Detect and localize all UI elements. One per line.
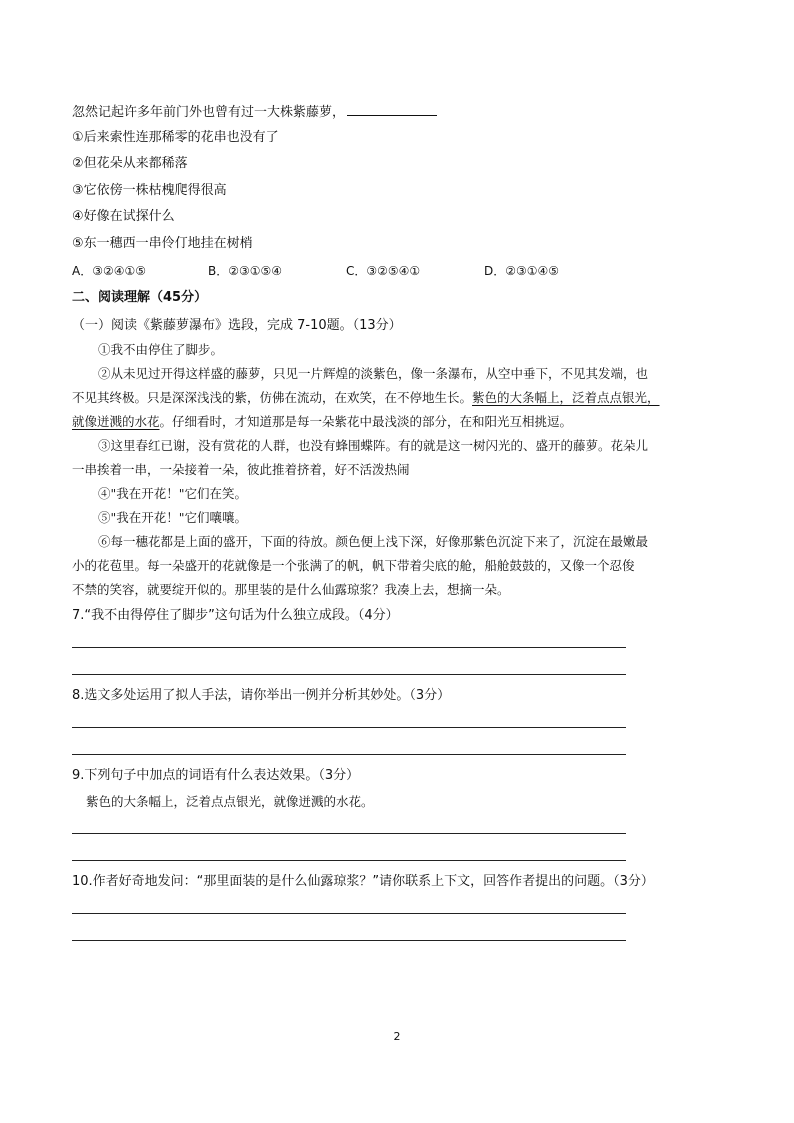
part1-title: （一）阅读《紫藤萝瀑布》选段，完成 7-10题。（13分）: [72, 318, 402, 333]
fill-blank: [347, 103, 437, 116]
passage-p6-line1: ⑥每一穗花都是上面的盛开，下面的待放。颜色便上浅下深，好像那紫色沉淀下来了，沉淀在最嫩最: [98, 534, 649, 549]
intro-sentence-row: [72, 103, 437, 121]
question-9-quote: 紫色的大条幅上，泛着点点银光，就像迸溅的水花。: [86, 794, 374, 809]
answer-line-q9-2[interactable]: [72, 860, 626, 861]
intro-sentence: 忽然记起许多年前门外也曾有过一大株紫藤萝，: [72, 105, 346, 120]
question-8: 8.选文多处运用了拟人手法，请你举出一例并分析其妙处。（3分）: [72, 688, 451, 703]
answer-line-q10-2[interactable]: [72, 940, 626, 941]
passage-p3-line1: ③这里春红已谢，没有赏花的人群，也没有蜂围蝶阵。有的就是这一树闪光的、盛开的藤萝。花朵儿: [98, 438, 649, 453]
option-4: ④好像在试探什么: [72, 209, 175, 224]
section-title: 二、阅读理解（45分）: [72, 290, 208, 305]
choice-b: B．②③①⑤④: [208, 264, 283, 278]
question-7: 7.“我不由得停住了脚步”这句话为什么独立成段。（4分）: [72, 608, 399, 623]
option-1: ①后来索性连那稀零的花串也没有了: [72, 130, 279, 145]
answer-line-q7-1[interactable]: [72, 647, 626, 648]
answer-line-q7-2[interactable]: [72, 674, 626, 675]
answer-line-q10-1[interactable]: [72, 913, 626, 914]
passage-p4: ④"我在开花！"它们在笑。: [98, 486, 247, 501]
passage-p2-line3: [72, 414, 572, 430]
underlined-sentence-part1: 紫色的大条幅上，泛着点点银光，: [472, 390, 660, 405]
answer-line-q8-1[interactable]: [72, 727, 626, 728]
option-2: ②但花朵从来都稀落: [72, 156, 188, 171]
question-10: 10.作者好奇地发问：“那里面装的是什么仙露琼浆？”请你联系上下文，回答作者提出的问题。（3分）: [72, 874, 654, 889]
underlined-sentence-part2: 就像迸溅的水花: [72, 414, 160, 429]
passage-p5: ⑤"我在开花！"它们嚷嚷。: [98, 510, 247, 525]
choice-a: A．③②④①⑤: [72, 264, 146, 278]
passage-p6-line3: 不禁的笑容，就要绽开似的。那里装的是什么仙露琼浆？我凑上去，想摘一朵。: [72, 582, 510, 597]
passage-p2-line2-text: 不见其终极。只是深深浅浅的紫，仿佛在流动，在欢笑，在不停地生长。: [72, 390, 473, 405]
answer-line-q8-2[interactable]: [72, 754, 626, 755]
passage-p6-line2: 小的花苞里。每一朵盛开的花就像是一个张满了的帆，帆下带着尖底的舱，船舱鼓鼓的，又像一个忍俊: [72, 558, 635, 573]
question-9: 9.下列句子中加点的词语有什么表达效果。（3分）: [72, 768, 360, 783]
page-number: 2: [393, 1030, 401, 1043]
answer-line-q9-1[interactable]: [72, 833, 626, 834]
passage-p2-line3-text: 。仔细看时，才知道那是每一朵紫花中最浅淡的部分，在和阳光互相挑逗。: [159, 414, 573, 429]
passage-p3-line2: 一串挨着一串，一朵接着一朵，彼此推着挤着，好不活泼热闹: [72, 462, 410, 477]
passage-p1: ①我不由停住了脚步。: [98, 342, 224, 357]
option-3: ③它依傍一株枯槐爬得很高: [72, 183, 227, 198]
choice-d: D．②③①④⑤: [484, 264, 560, 278]
choice-c: C．③②⑤④①: [346, 264, 421, 278]
passage-p2-line1: ②从未见过开得这样盛的藤萝，只见一片辉煌的淡紫色，像一条瀑布，从空中垂下，不见其发端，也: [98, 366, 649, 381]
passage-p2-line2: [72, 390, 660, 406]
option-5: ⑤东一穗西一串伶仃地挂在树梢: [72, 236, 253, 251]
